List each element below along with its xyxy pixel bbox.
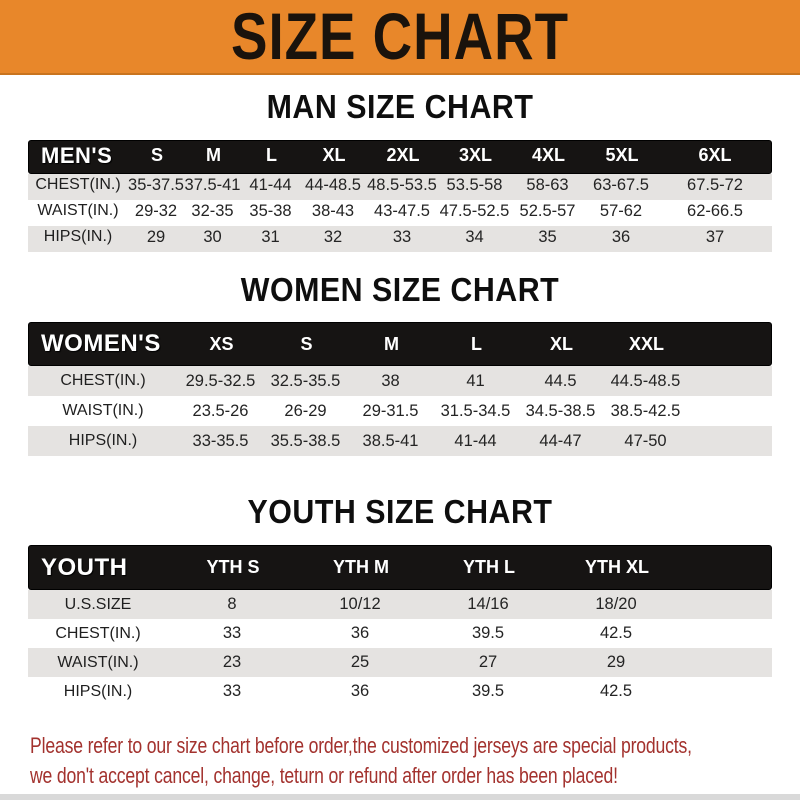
- men-cell-2-9: 62-66.5: [687, 201, 743, 220]
- section-men: [0, 89, 800, 252]
- women-row-label-2: WAIST(IN.): [62, 402, 144, 419]
- youth-table-row-4: [28, 677, 772, 706]
- men-cell-2-6: 47.5-52.5: [439, 201, 510, 220]
- women-table-row-3: [28, 426, 772, 456]
- youth-cell-4-4: 42.5: [599, 682, 633, 700]
- women-column-header-1: XS: [209, 333, 234, 354]
- women-cell-2-2: 26-29: [284, 401, 327, 420]
- men-cell-3-9: 37: [705, 227, 725, 246]
- men-row-label-1: CHEST(IN.): [35, 176, 121, 194]
- youth-cell-3-3: 27: [478, 653, 498, 671]
- section-title-men: MAN SIZE CHART: [266, 87, 534, 126]
- youth-row-label-4: HIPS(IN.): [63, 682, 133, 700]
- youth-row-label-1: U.S.SIZE: [64, 595, 132, 613]
- youth-cell-2-3: 39.5: [471, 624, 505, 642]
- men-cell-3-5: 33: [392, 227, 412, 246]
- youth-column-header-3: YTH L: [463, 557, 515, 577]
- women-cell-1-3: 38: [381, 371, 400, 390]
- men-column-header-1: S: [150, 145, 163, 165]
- men-cell-1-8: 63-67.5: [593, 175, 649, 194]
- men-cell-2-1: 29-32: [134, 201, 178, 220]
- men-size-table: [28, 140, 772, 252]
- youth-cell-1-2: 10/12: [339, 595, 381, 613]
- women-cell-2-6: 38.5-42.5: [610, 401, 681, 420]
- men-row-label-3: HIPS(IN.): [43, 228, 113, 246]
- men-column-header-4: XL: [322, 145, 346, 165]
- youth-cell-3-2: 25: [350, 653, 370, 671]
- youth-cell-1-3: 14/16: [467, 595, 509, 613]
- men-header-label: MEN'S: [41, 142, 113, 168]
- disclaimer-line-2: we don't accept cancel, change, teturn or refund after order has been placed!: [30, 763, 618, 788]
- men-cell-1-4: 44-48.5: [305, 175, 361, 194]
- men-cell-2-2: 32-35: [191, 201, 234, 220]
- women-cell-3-6: 47-50: [624, 431, 667, 450]
- women-column-header-3: M: [384, 333, 399, 354]
- men-cell-3-2: 30: [203, 227, 222, 246]
- women-cell-3-3: 38.5-41: [362, 431, 419, 450]
- men-column-header-9: 6XL: [698, 145, 732, 165]
- disclaimer: [0, 731, 800, 791]
- women-cell-1-1: 29.5-32.5: [185, 371, 256, 390]
- women-column-header-2: S: [300, 333, 313, 354]
- women-column-header-6: XXL: [628, 333, 664, 354]
- women-cell-1-6: 44.5-48.5: [610, 371, 681, 390]
- youth-cell-2-4: 42.5: [599, 624, 633, 642]
- men-cell-1-5: 48.5-53.5: [367, 175, 437, 194]
- youth-table-body: [28, 590, 772, 706]
- men-cell-2-5: 43-47.5: [374, 201, 430, 220]
- women-cell-1-4: 41: [466, 371, 485, 390]
- women-table-row-2: [28, 396, 772, 426]
- section-youth: [0, 494, 800, 706]
- section-title-women: WOMEN SIZE CHART: [240, 270, 560, 309]
- men-row-label-2: WAIST(IN.): [37, 202, 119, 220]
- youth-header-label: YOUTH: [41, 553, 128, 581]
- sections-container: [0, 89, 800, 706]
- men-cell-2-3: 35-38: [249, 201, 292, 220]
- youth-table-row-3: [28, 648, 772, 677]
- men-cell-1-7: 58-63: [526, 175, 569, 194]
- section-title-youth: YOUTH SIZE CHART: [247, 492, 553, 531]
- women-cell-2-4: 31.5-34.5: [440, 401, 511, 420]
- men-cell-1-9: 67.5-72: [687, 175, 743, 194]
- women-column-header-5: XL: [549, 333, 573, 354]
- banner-title: SIZE CHART: [231, 0, 569, 74]
- youth-cell-4-3: 39.5: [471, 682, 505, 700]
- women-table-header: [28, 322, 772, 366]
- men-column-header-8: 5XL: [605, 145, 639, 165]
- men-column-header-7: 4XL: [531, 145, 565, 165]
- youth-row-label-3: WAIST(IN.): [57, 653, 139, 671]
- men-cell-3-1: 29: [146, 227, 166, 246]
- women-cell-3-1: 33-35.5: [192, 431, 249, 450]
- youth-table-row-1: [28, 590, 772, 619]
- youth-column-header-4: YTH XL: [584, 557, 649, 577]
- men-column-header-5: 2XL: [386, 145, 420, 165]
- section-women: [0, 272, 800, 456]
- men-cell-3-4: 32: [323, 227, 343, 246]
- men-table-header: [28, 140, 772, 174]
- youth-cell-1-4: 18/20: [595, 595, 637, 613]
- men-cell-3-6: 34: [465, 227, 484, 246]
- women-row-label-3: HIPS(IN.): [68, 432, 138, 449]
- men-table-row-3: [28, 226, 772, 252]
- youth-cell-2-1: 33: [222, 624, 242, 642]
- men-cell-1-1: 35-37.5: [128, 175, 184, 194]
- women-cell-3-4: 41-44: [454, 431, 497, 450]
- youth-table-row-2: [28, 619, 772, 648]
- women-size-table: [28, 322, 772, 456]
- men-cell-2-4: 38-43: [311, 201, 355, 220]
- men-cell-2-8: 57-62: [599, 201, 643, 220]
- men-table-body: [28, 174, 772, 252]
- youth-cell-4-1: 33: [222, 682, 242, 700]
- men-cell-3-7: 35: [538, 227, 557, 246]
- women-cell-1-5: 44.5: [544, 371, 577, 390]
- men-cell-3-3: 31: [261, 227, 280, 246]
- youth-cell-3-4: 29: [606, 653, 626, 671]
- men-cell-3-8: 36: [611, 227, 631, 246]
- men-cell-1-2: 37.5-41: [184, 175, 241, 194]
- youth-cell-2-2: 36: [350, 624, 370, 642]
- men-column-header-6: 3XL: [458, 145, 492, 165]
- youth-cell-3-1: 23: [222, 653, 242, 671]
- youth-row-label-2: CHEST(IN.): [55, 624, 141, 642]
- women-cell-2-1: 23.5-26: [192, 401, 249, 420]
- men-cell-1-6: 53.5-58: [446, 175, 503, 194]
- women-cell-2-5: 34.5-38.5: [525, 401, 596, 420]
- women-row-label-1: CHEST(IN.): [60, 372, 146, 389]
- women-table-body: [28, 366, 772, 456]
- men-column-header-3: L: [266, 145, 277, 165]
- women-column-header-4: L: [471, 333, 482, 354]
- banner: [0, 0, 800, 75]
- men-column-header-2: M: [206, 145, 221, 165]
- disclaimer-line-1: Please refer to our size chart before order,the customized jerseys are special products,: [30, 733, 692, 758]
- men-table-row-1: [28, 174, 772, 200]
- youth-cell-4-2: 36: [350, 682, 370, 700]
- youth-column-header-1: YTH S: [206, 557, 260, 577]
- youth-table-header: [28, 545, 772, 590]
- bottom-edge-strip: [0, 794, 800, 800]
- women-cell-3-5: 44-47: [539, 431, 582, 450]
- women-cell-3-2: 35.5-38.5: [270, 431, 341, 450]
- youth-column-header-2: YTH M: [333, 557, 389, 577]
- men-cell-2-7: 52.5-57: [519, 201, 576, 220]
- men-table-row-2: [28, 200, 772, 226]
- men-cell-1-3: 41-44: [249, 175, 292, 194]
- women-cell-1-2: 32.5-35.5: [270, 371, 341, 390]
- youth-size-table: [28, 545, 772, 706]
- youth-cell-1-1: 8: [227, 595, 237, 613]
- women-table-row-1: [28, 366, 772, 396]
- women-header-label: WOMEN'S: [41, 330, 161, 357]
- women-cell-2-3: 29-31.5: [362, 401, 419, 420]
